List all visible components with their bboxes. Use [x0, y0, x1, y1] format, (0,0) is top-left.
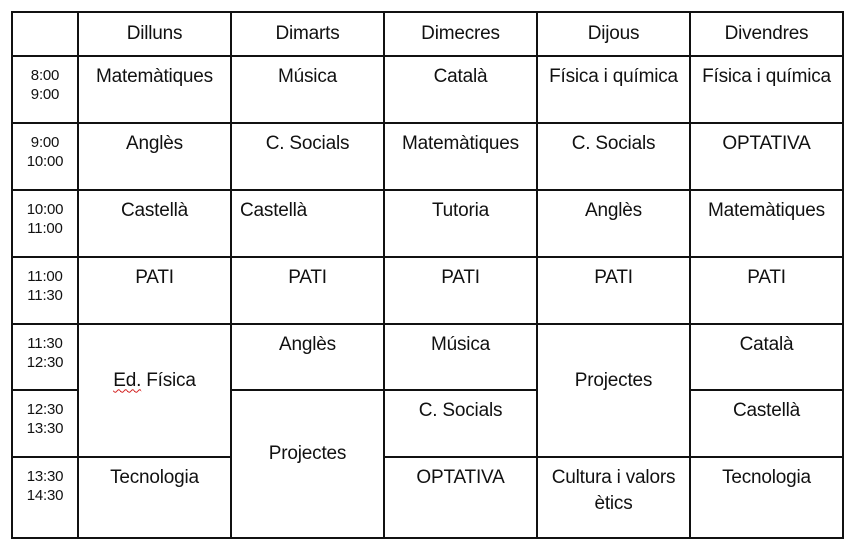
- time-slot: [12, 390, 78, 457]
- table-row: [12, 56, 843, 123]
- subject-cell: Castellà: [690, 390, 843, 457]
- table-row: [12, 457, 843, 538]
- subject-cell: Castellà: [231, 190, 384, 257]
- day-header-divendres: Divendres: [690, 12, 843, 56]
- subject-cell: Música: [231, 56, 384, 123]
- day-header-dilluns: Dilluns: [78, 12, 231, 56]
- time-start: 12:30: [26, 401, 64, 418]
- subject-cell: OPTATIVA: [690, 123, 843, 190]
- subject-cell: [537, 457, 690, 538]
- break-cell: PATI: [384, 257, 537, 324]
- time-end: 11:00: [27, 220, 63, 237]
- day-header-dimarts: Dimarts: [231, 12, 384, 56]
- subject-cell: Projectes: [231, 390, 384, 538]
- subject-cell: Català: [384, 56, 537, 123]
- time-slot: [12, 123, 78, 190]
- break-cell: PATI: [231, 257, 384, 324]
- time-end: 9:00: [30, 86, 60, 103]
- time-start: 13:30: [26, 468, 64, 485]
- subject-text-line2: ètics: [594, 493, 633, 514]
- time-slot: [12, 457, 78, 538]
- time-slot: [12, 190, 78, 257]
- subject-cell: C. Socials: [231, 123, 384, 190]
- subject-cell: Música: [384, 324, 537, 390]
- subject-text-line1: Cultura i valors: [551, 467, 676, 488]
- time-slot: [12, 56, 78, 123]
- time-start: 8:00: [30, 67, 60, 84]
- break-cell: PATI: [537, 257, 690, 324]
- timetable: [11, 11, 844, 539]
- subject-cell: Anglès: [537, 190, 690, 257]
- subject-cell: C. Socials: [384, 390, 537, 457]
- table-row: [12, 190, 843, 257]
- subject-cell: Anglès: [78, 123, 231, 190]
- subject-cell: Matemàtiques: [78, 56, 231, 123]
- corner-cell: [12, 12, 78, 56]
- time-end: 12:30: [26, 354, 64, 371]
- time-end: 14:30: [26, 487, 64, 504]
- time-start: 10:00: [26, 201, 64, 218]
- subject-cell: Tutoria: [384, 190, 537, 257]
- header-row: [12, 12, 843, 56]
- time-slot: [12, 257, 78, 324]
- subject-cell: Projectes: [537, 324, 690, 457]
- subject-cell: [78, 324, 231, 457]
- subject-cell: Matemàtiques: [384, 123, 537, 190]
- subject-cell: Català: [690, 324, 843, 390]
- subject-cell: Castellà: [78, 190, 231, 257]
- break-cell: PATI: [78, 257, 231, 324]
- subject-cell: Tecnologia: [78, 457, 231, 538]
- table-row: [12, 324, 843, 390]
- spellcheck-word: Ed.: [113, 369, 142, 391]
- time-end: 13:30: [26, 420, 64, 437]
- time-slot: [12, 324, 78, 390]
- subject-cell: Matemàtiques: [690, 190, 843, 257]
- table-row: [12, 123, 843, 190]
- day-header-dijous: Dijous: [537, 12, 690, 56]
- subject-text: Física: [141, 369, 196, 391]
- time-end: 11:30: [27, 287, 63, 304]
- subject-cell: OPTATIVA: [384, 457, 537, 538]
- subject-cell: Física i química: [690, 56, 843, 123]
- time-start: 9:00: [30, 134, 60, 151]
- subject-cell: Física i química: [537, 56, 690, 123]
- break-cell: PATI: [690, 257, 843, 324]
- subject-cell: C. Socials: [537, 123, 690, 190]
- day-header-dimecres: Dimecres: [384, 12, 537, 56]
- time-end: 10:00: [26, 153, 64, 170]
- time-start: 11:30: [27, 335, 63, 352]
- subject-cell: Tecnologia: [690, 457, 843, 538]
- table-row: [12, 257, 843, 324]
- subject-cell: Anglès: [231, 324, 384, 390]
- time-start: 11:00: [27, 268, 63, 285]
